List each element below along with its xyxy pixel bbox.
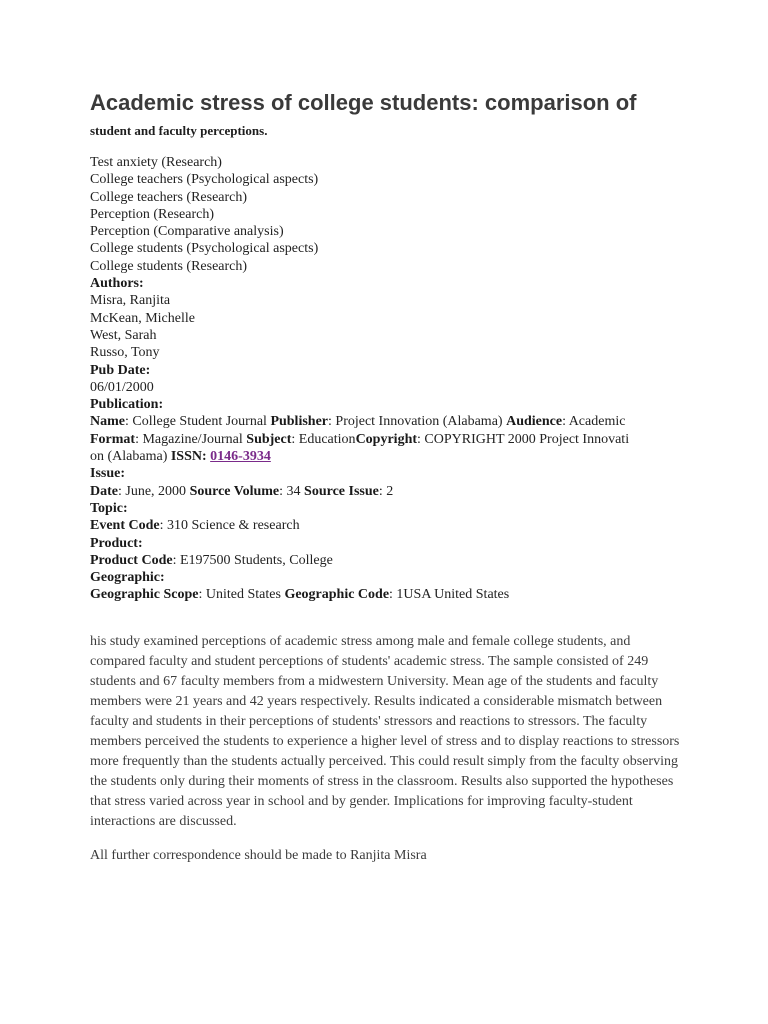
issn-label: ISSN: bbox=[170, 449, 207, 465]
source-issue-value: : 2 bbox=[378, 483, 394, 499]
subject-label: Subject bbox=[246, 431, 292, 447]
publication-details-line-1 bbox=[90, 413, 690, 430]
correspondence-note: All further correspondence should be made to Ranjita Misra bbox=[90, 847, 427, 863]
product-heading: Product: bbox=[90, 535, 143, 551]
author-name: McKean, Michelle bbox=[90, 310, 195, 326]
subject-item: College students (Psychological aspects) bbox=[90, 241, 319, 257]
source-volume-label: Source Volume bbox=[189, 483, 280, 499]
event-code-label: Event Code bbox=[90, 518, 160, 534]
copyright-value: : COPYRIGHT 2000 Project Innovati bbox=[417, 431, 630, 447]
geographic-details bbox=[90, 586, 690, 603]
document-page bbox=[90, 88, 690, 880]
subject-item: College teachers (Research) bbox=[90, 189, 248, 205]
name-label: Name bbox=[90, 414, 125, 430]
product-details bbox=[90, 552, 690, 569]
publisher-label: Publisher bbox=[270, 414, 329, 430]
product-code-label: Product Code bbox=[90, 552, 173, 568]
subject-item: College teachers (Psychological aspects) bbox=[90, 172, 319, 188]
abstract-paragraph: his study examined perceptions of academic stress among male and female college students, and compared faculty and student perceptions of students' academic stress. The sample consisted of 249 students and 67 faculty members from a midwestern University. Mean age of the students and faculty members were 21 years and 42 years respectively. Results indicated a considerable mismatch between faculty and students in their perceptions of students' stressors and reactions to stressors. The faculty members perceived the students to experience a higher level of stress and to display reactions to stressors more frequently than the students actually perceived. This could result simply from the faculty observing the students only during their moments of stress in the classroom. Results also supported the hypotheses that stress varied across year in school and by gender. Implications for improving faculty-student interactions are discussed. bbox=[90, 633, 680, 829]
issn-link[interactable]: 0146-3934 bbox=[210, 449, 271, 465]
author-name: Misra, Ranjita bbox=[90, 293, 171, 309]
publication-heading: Publication: bbox=[90, 397, 164, 413]
article-subtitle: student and faculty perceptions. bbox=[90, 123, 268, 138]
article-metadata bbox=[90, 154, 690, 604]
date-label: Date bbox=[90, 483, 118, 499]
geographic-heading: Geographic: bbox=[90, 570, 165, 586]
audience-label: Audience bbox=[506, 414, 563, 430]
subject-item: Perception (Comparative analysis) bbox=[90, 224, 284, 240]
name-value: : College Student Journal bbox=[125, 414, 271, 430]
geographic-code-label: Geographic Code bbox=[284, 587, 390, 603]
authors-heading: Authors: bbox=[90, 276, 144, 292]
copyright-label: Copyright bbox=[355, 431, 418, 447]
publication-details-line-3 bbox=[90, 448, 690, 465]
subject-item: College students (Research) bbox=[90, 258, 248, 274]
event-code-value: : 310 Science & research bbox=[159, 518, 300, 534]
publication-details-line-2 bbox=[90, 431, 690, 448]
date-value: : June, 2000 bbox=[118, 483, 190, 499]
format-label: Format bbox=[90, 431, 136, 447]
geographic-scope-label: Geographic Scope bbox=[90, 587, 199, 603]
subject-item: Test anxiety (Research) bbox=[90, 155, 222, 170]
source-issue-label: Source Issue bbox=[304, 483, 379, 499]
source-volume-value: : 34 bbox=[279, 483, 305, 499]
issue-details bbox=[90, 483, 690, 500]
geographic-scope-value: : United States bbox=[198, 587, 285, 603]
article-title: Academic stress of college students: comparison of bbox=[90, 90, 637, 115]
author-name: West, Sarah bbox=[90, 327, 157, 343]
publisher-value: : Project Innovation (Alabama) bbox=[328, 414, 507, 430]
product-code-value: : E197500 Students, College bbox=[172, 552, 333, 568]
copyright-value-cont: on (Alabama) bbox=[90, 449, 171, 465]
pub-date-heading: Pub Date: bbox=[90, 362, 151, 378]
geographic-code-value: : 1USA United States bbox=[389, 587, 510, 603]
format-value: : Magazine/Journal bbox=[135, 431, 247, 447]
issue-heading: Issue: bbox=[90, 466, 126, 482]
topic-heading: Topic: bbox=[90, 500, 128, 516]
topic-details bbox=[90, 517, 690, 534]
subject-item: Perception (Research) bbox=[90, 206, 214, 222]
author-name: Russo, Tony bbox=[90, 345, 160, 361]
pub-date-value: 06/01/2000 bbox=[90, 379, 154, 395]
subject-value: : Education bbox=[291, 431, 356, 447]
audience-value: : Academic bbox=[562, 414, 626, 430]
